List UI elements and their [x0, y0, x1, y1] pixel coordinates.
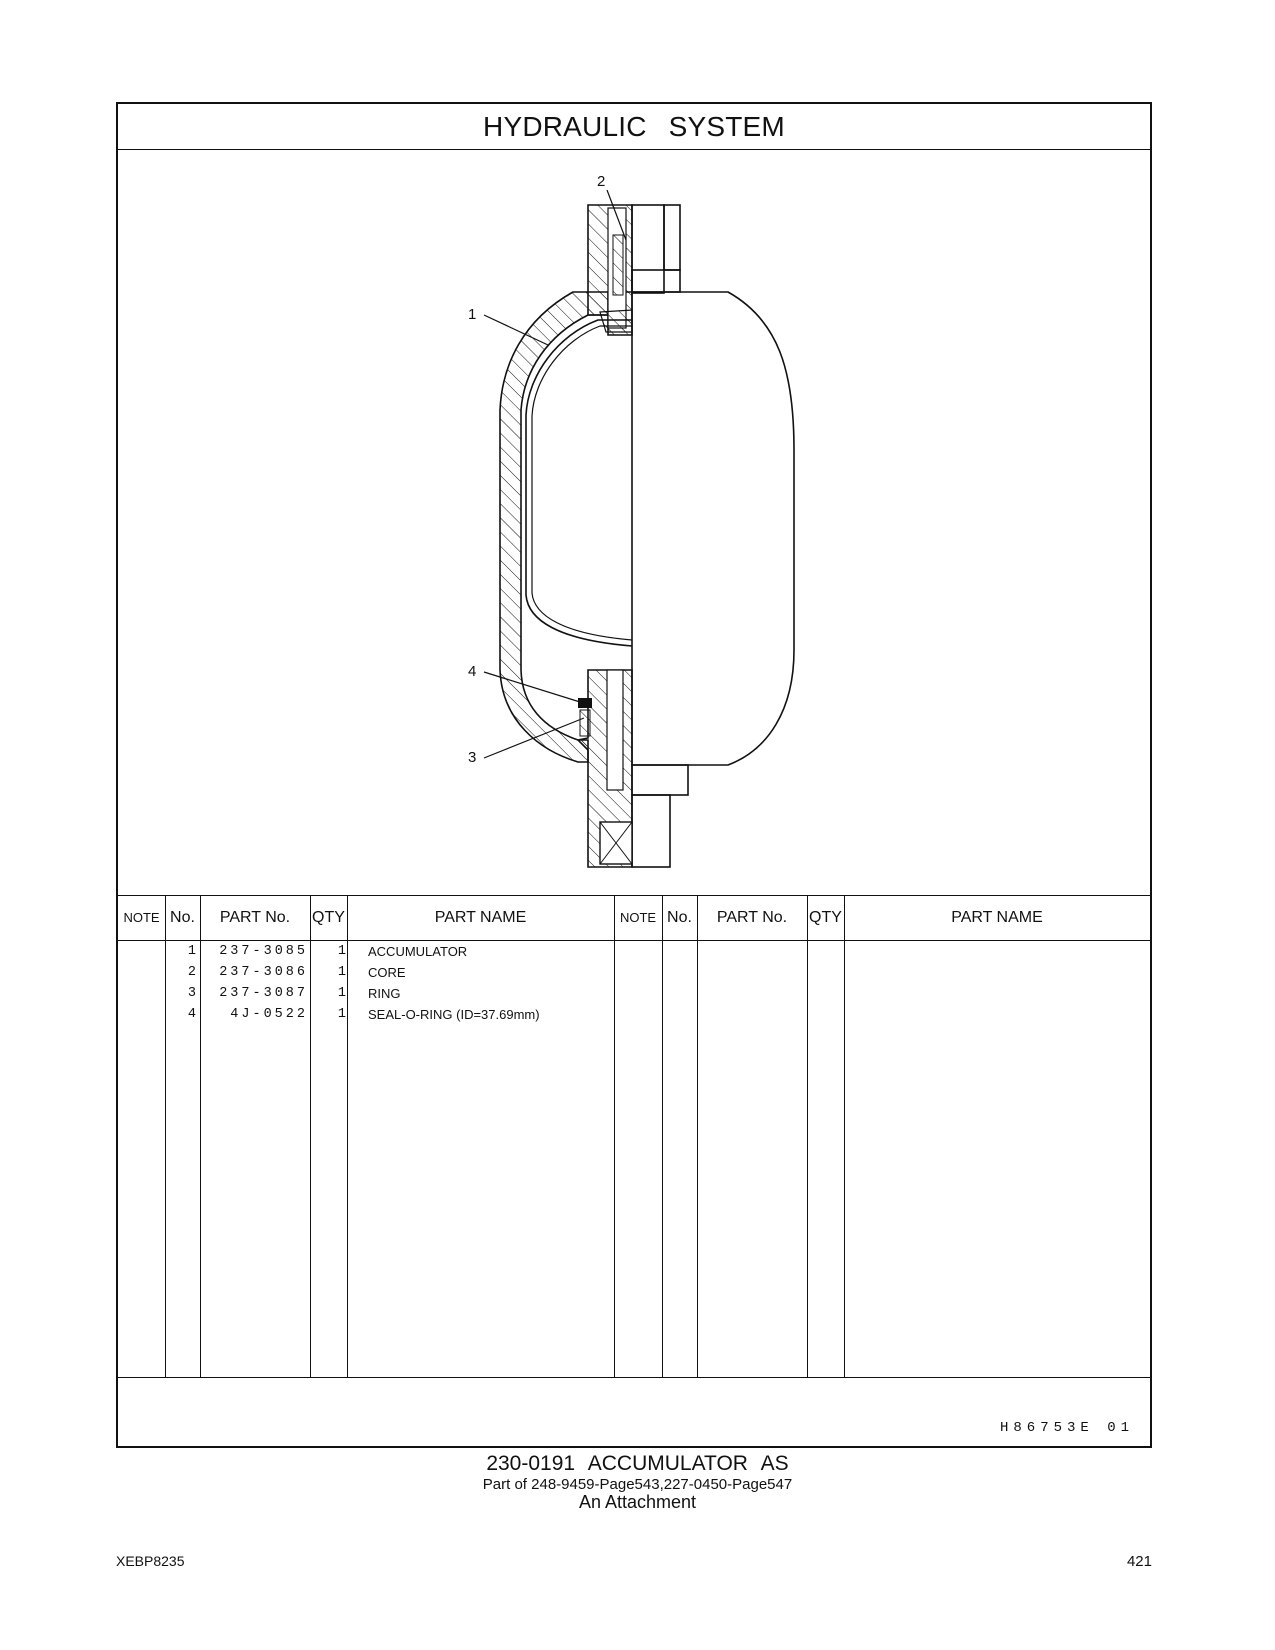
parts-page-frame: [116, 102, 1152, 1448]
bottom-port-collar: [632, 765, 688, 795]
header-no: No.: [170, 909, 195, 926]
header-part-no: PART No.: [716, 909, 788, 926]
bladder-inner: [532, 326, 632, 640]
row-item-no: 2: [187, 965, 196, 980]
accumulator-shell-outline: [632, 292, 794, 765]
col-divider: [165, 896, 166, 1378]
retaining-ring: [580, 710, 590, 736]
header-part-no: PART No.: [219, 909, 291, 926]
header-divider: [118, 940, 1150, 941]
header-qty: QTY: [312, 909, 345, 926]
row-part-name: RING: [368, 986, 401, 1001]
header-qty: QTY: [809, 909, 842, 926]
poppet-stem: [607, 670, 623, 790]
assembly-title: 230-0191 ACCUMULATOR AS: [486, 1452, 789, 1475]
header-part-name: PART NAME: [434, 909, 527, 926]
header-note: NOTE: [619, 910, 657, 925]
row-item-no: 4: [187, 1007, 196, 1022]
col-divider: [697, 896, 698, 1378]
bottom-port-body: [632, 795, 670, 867]
row-part-no: 237-3087: [219, 986, 308, 1001]
illustration-code: H86753E 01: [999, 1420, 1134, 1436]
row-part-no: 237-3085: [219, 944, 308, 959]
illustration-footer: [118, 1377, 1150, 1448]
col-divider: [200, 896, 201, 1378]
col-divider: [807, 896, 808, 1378]
bladder-cap: [600, 310, 632, 332]
header-part-name: PART NAME: [951, 909, 1043, 926]
leader-4: [484, 672, 580, 702]
parts-table: [118, 895, 1150, 1377]
row-item-no: 3: [187, 986, 196, 1001]
row-part-name: SEAL-O-RING (ID=37.69mm): [368, 1007, 540, 1022]
top-port-body: [632, 205, 664, 293]
row-part-name: ACCUMULATOR: [368, 944, 468, 959]
row-qty: 1: [337, 965, 346, 980]
row-qty: 1: [337, 944, 346, 959]
row-part-no: 4J-0522: [230, 1007, 308, 1022]
core-stem-hatch: [613, 235, 623, 295]
callout-3: 3: [468, 749, 477, 766]
section-title: HYDRAULIC SYSTEM: [118, 104, 1150, 150]
accumulator-drawing: [118, 150, 1150, 895]
callout-2: 2: [597, 173, 606, 190]
col-divider: [310, 896, 311, 1378]
page-number: 421: [1126, 1553, 1152, 1570]
callout-1: 1: [468, 306, 477, 323]
document-id: XEBP8235: [116, 1553, 185, 1569]
top-port-nut: [632, 270, 680, 292]
row-qty: 1: [337, 1007, 346, 1022]
col-divider: [347, 896, 348, 1378]
assembly-reference: Part of 248-9459-Page543,227-0450-Page547: [482, 1476, 793, 1493]
row-part-name: CORE: [368, 965, 406, 980]
bladder-outer: [526, 320, 632, 646]
header-no: No.: [667, 909, 692, 926]
callout-4: 4: [468, 663, 477, 680]
top-port-flat: [664, 205, 680, 270]
row-item-no: 1: [187, 944, 196, 959]
header-note: NOTE: [123, 910, 160, 925]
assembly-subtitle: An Attachment: [578, 1492, 697, 1512]
col-divider: [844, 896, 845, 1378]
row-part-no: 237-3086: [219, 965, 308, 980]
row-qty: 1: [337, 986, 346, 1001]
seal-o-ring: [578, 698, 592, 708]
